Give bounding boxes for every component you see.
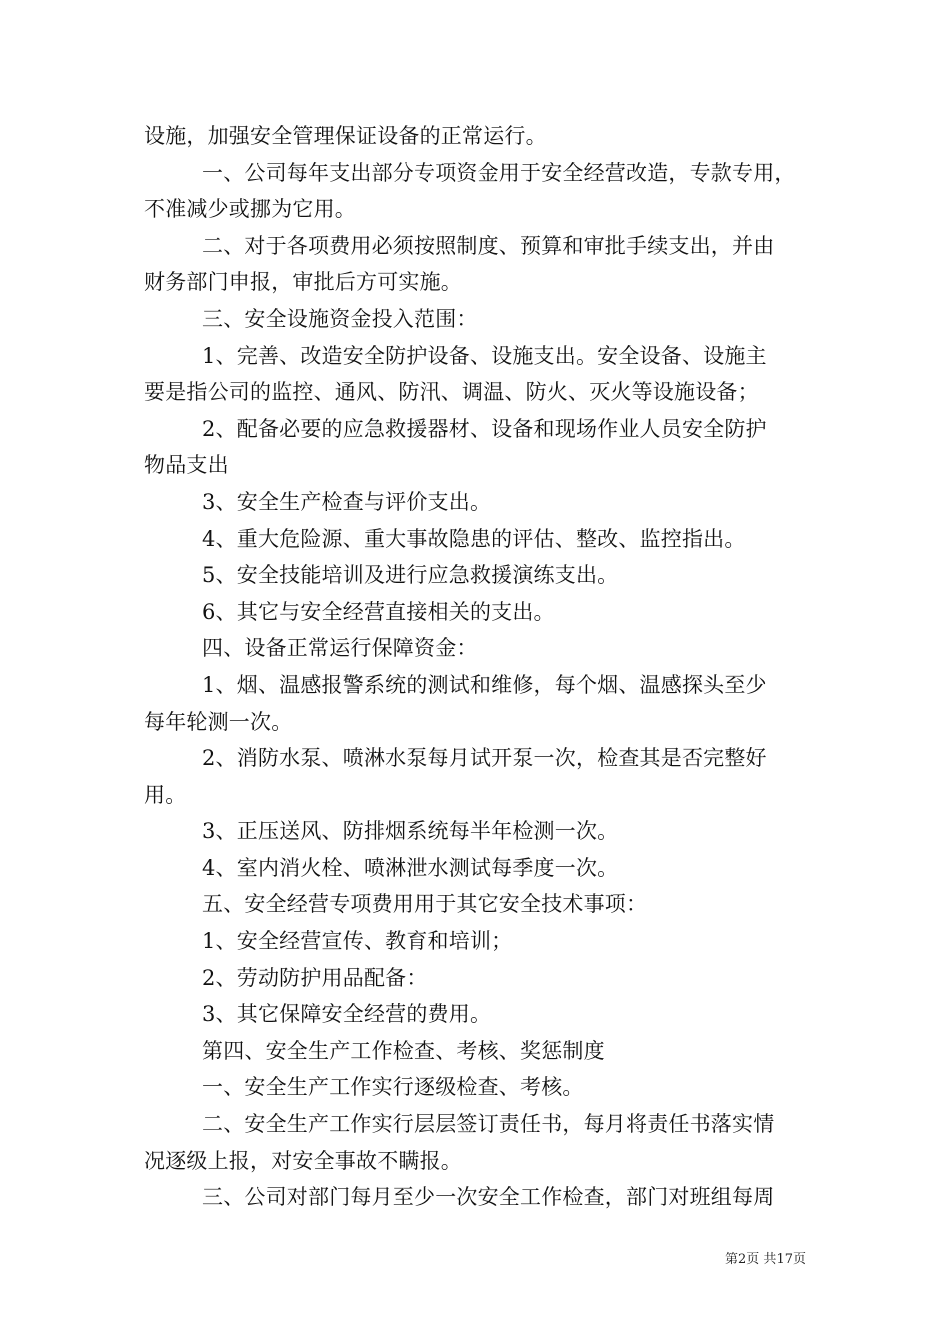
text-line: 用。: [144, 782, 187, 807]
footer-page-number: 2: [738, 1252, 747, 1267]
text-line: 设施，加强安全管理保证设备的正常运行。: [144, 124, 547, 148]
text-line: 6、其它与安全经营直接相关的支出。: [202, 599, 555, 624]
text-line: 1、烟、温感报警系统的测试和维修，每个烟、温感探头至少: [202, 672, 767, 697]
text-line: 每年轮测一次。: [144, 709, 293, 734]
text-line: 四、设备正常运行保障资金：: [202, 636, 478, 661]
footer-total-pages: 17: [776, 1252, 793, 1267]
text-line: 物品支出: [144, 453, 229, 478]
text-line: 3、正压送风、防排烟系统每半年检测一次。: [202, 819, 619, 844]
text-line: 一、公司每年支出部分专项资金用于安全经营改造，专款专用，: [202, 160, 796, 185]
text-line: 2、消防水泵、喷淋水泵每月试开泵一次，检查其是否完整好: [202, 746, 767, 771]
text-line: 二、安全生产工作实行层层签订责任书，每月将责任书落实情: [202, 1112, 775, 1137]
text-line: 5、安全技能培训及进行应急救援演练支出。: [202, 563, 619, 588]
document-body: [144, 118, 806, 1216]
text-line: 3、安全生产检查与评价支出。: [202, 489, 492, 514]
text-line: 财务部门申报，审批后方可实施。: [144, 270, 462, 295]
text-line: 况逐级上报，对安全事故不瞒报。: [144, 1148, 462, 1173]
text-line: 4、重大危险源、重大事故隐患的评估、整改、监控指出。: [202, 526, 746, 551]
footer-middle: 页 共: [746, 1252, 777, 1267]
footer-suffix: 页: [792, 1252, 806, 1267]
text-line: 2、配备必要的应急救援器材、设备和现场作业人员安全防护: [202, 416, 767, 441]
footer-prefix: 第: [725, 1252, 739, 1267]
page-footer: [725, 1248, 806, 1267]
text-line: 要是指公司的监控、通风、防汛、调温、防火、灭火等设施设备；: [144, 380, 759, 405]
text-line: 三、安全设施资金投入范围：: [202, 306, 478, 331]
text-line: 三、公司对部门每月至少一次安全工作检查，部门对班组每周: [202, 1185, 775, 1210]
text-line: 2、劳动防护用品配备：: [202, 965, 428, 990]
text-line: 不准减少或挪为它用。: [144, 197, 356, 222]
text-line: 1、安全经营宣传、教育和培训；: [202, 929, 513, 954]
text-line: 第四、安全生产工作检查、考核、奖惩制度: [202, 1038, 605, 1063]
text-line: 五、安全经营专项费用用于其它安全技术事项：: [202, 892, 648, 917]
text-line: 1、完善、改造安全防护设备、设施支出。安全设备、设施主: [202, 343, 767, 368]
text-line: 一、安全生产工作实行逐级检查、考核。: [202, 1075, 584, 1100]
text-line: 3、其它保障安全经营的费用。: [202, 1002, 492, 1027]
text-line: 二、对于各项费用必须按照制度、预算和审批手续支出，并由: [202, 233, 775, 258]
text-line: 4、室内消火栓、喷淋泄水测试每季度一次。: [202, 855, 619, 880]
